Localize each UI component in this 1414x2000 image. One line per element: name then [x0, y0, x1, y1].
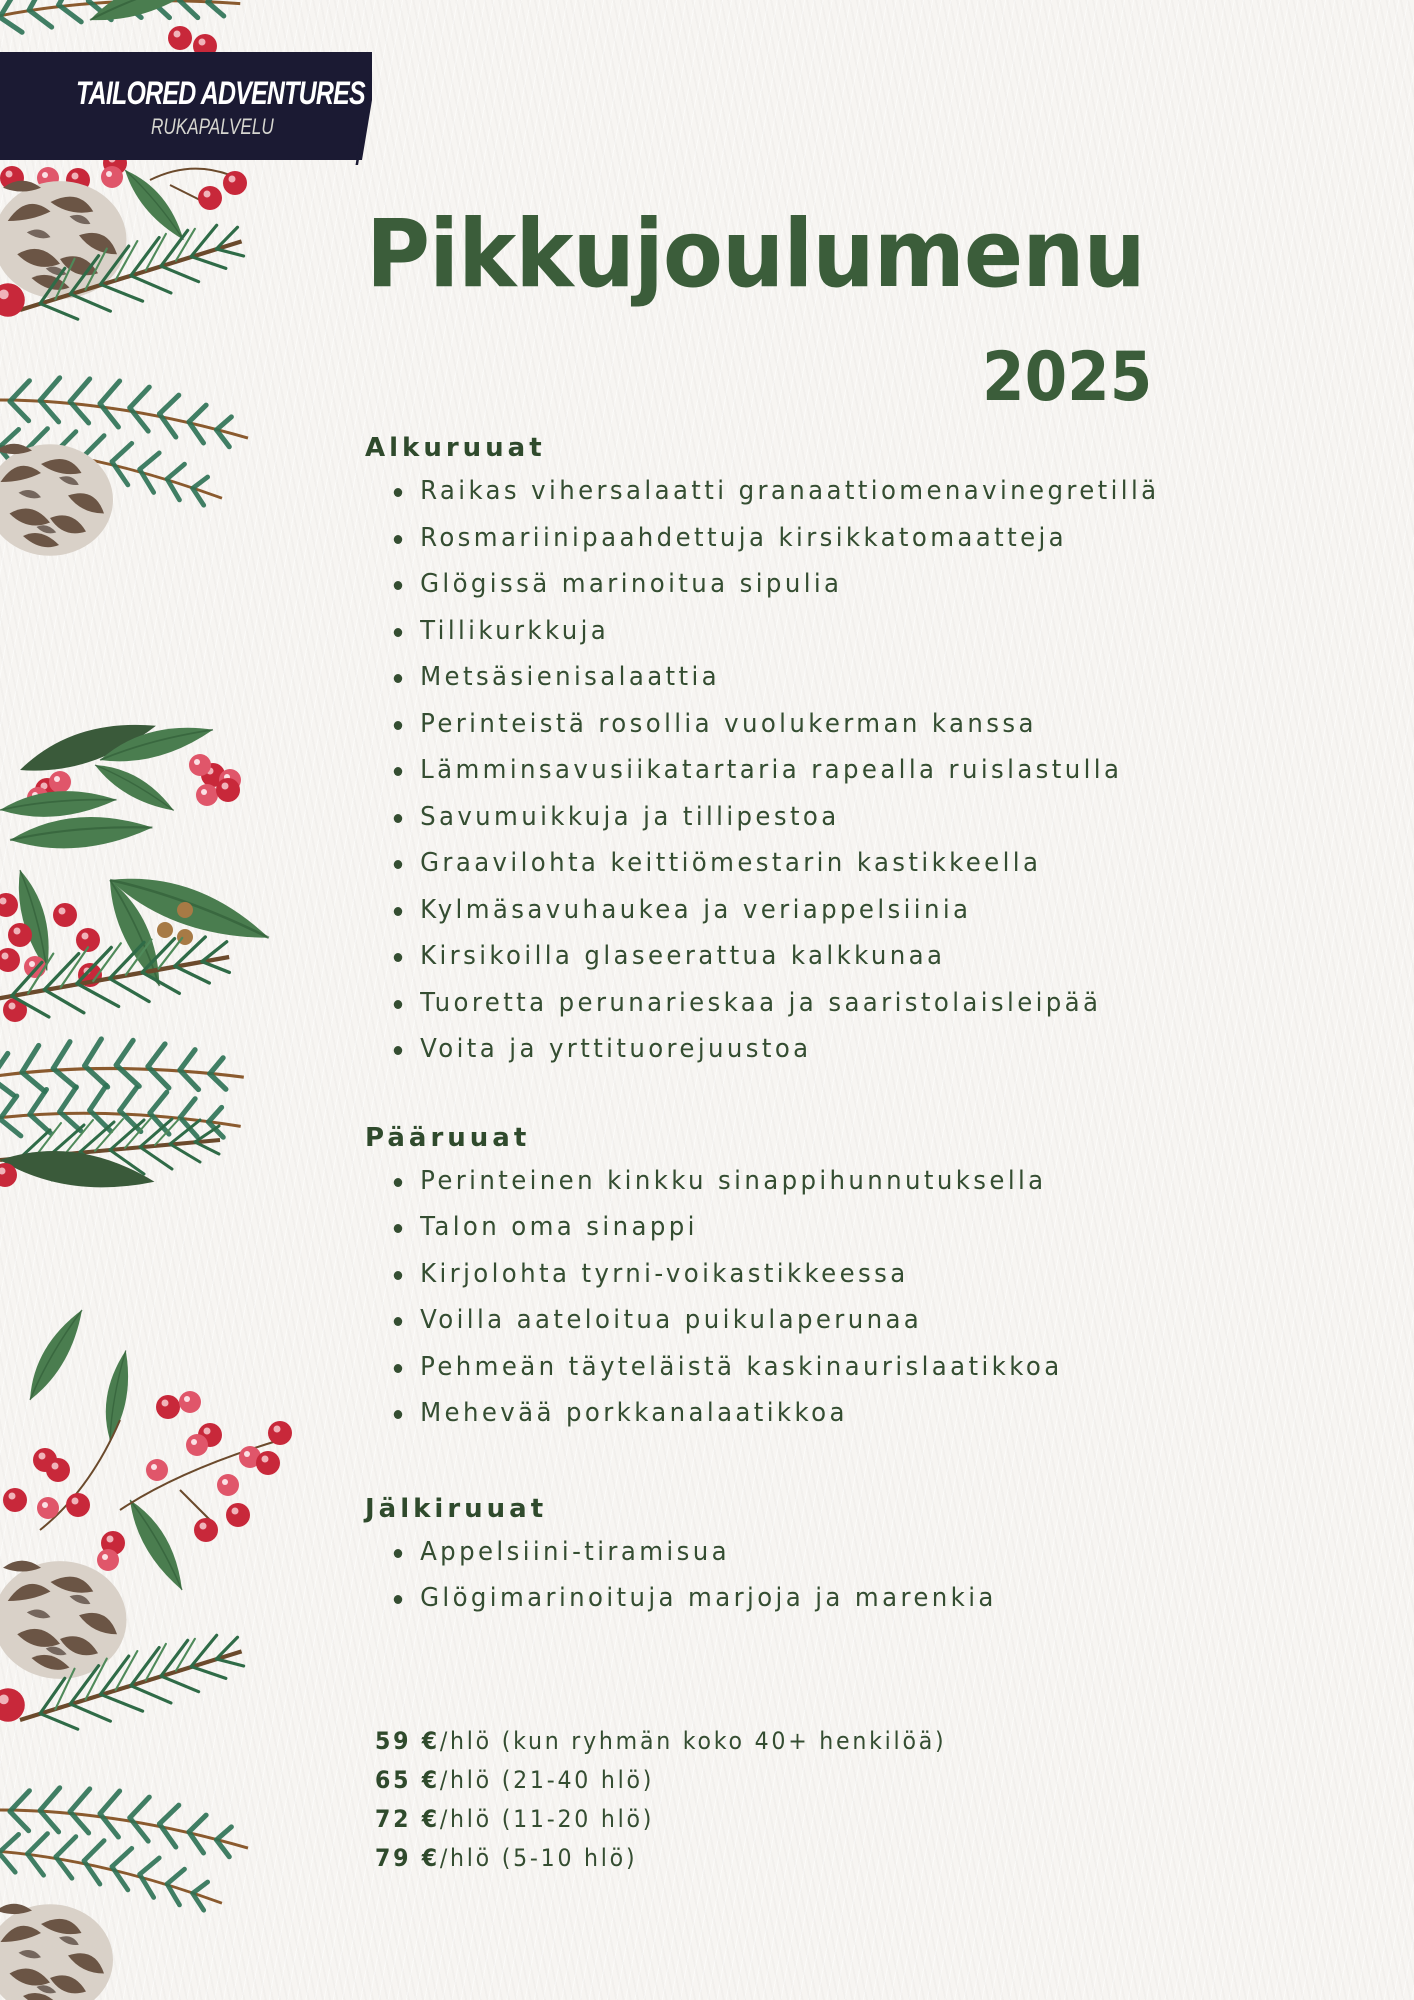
menu-item: Glögissä marinoitua sipulia [390, 561, 1269, 608]
brand-logo-banner [0, 52, 372, 165]
price-amount: 79 € [375, 1844, 440, 1872]
menu-item: Tillikurkkuja [390, 608, 1269, 655]
menu-item: Tuoretta perunarieskaa ja saaristolaisleipää [390, 980, 1269, 1027]
section-heading: Alkuruuat [365, 433, 546, 463]
menu-item: Perinteistä rosollia vuolukerman kanssa [390, 701, 1269, 748]
menu-year: 2025 [982, 338, 1153, 417]
menu-item: Voilla aateloitua puikulaperunaa [390, 1297, 1269, 1344]
page-title: Pikkujoulumenu [366, 200, 1145, 309]
section-desserts [365, 1489, 1325, 1622]
price-row: 79 €/hlö (5-10 hlö) [375, 1844, 638, 1872]
menu-item: Talon oma sinappi [390, 1204, 1269, 1251]
menu-item: Pehmeän täyteläistä kaskinaurislaatikkoa [390, 1344, 1269, 1391]
section-starters [365, 428, 1325, 1073]
menu-item: Kylmäsavuhaukea ja veriappelsiinia [390, 887, 1269, 934]
brand-name: TAILORED ADVENTURES [76, 75, 365, 111]
price-row: 65 €/hlö (21-40 hlö) [375, 1766, 655, 1794]
section-heading: Pääruuat [365, 1122, 531, 1153]
menu-item: Perinteinen kinkku sinappihunnutuksella [390, 1158, 1269, 1205]
section-mains [365, 1118, 1325, 1437]
menu-item: Mehevää porkkanalaatikkoa [390, 1390, 1269, 1437]
pricing-list [375, 1722, 996, 1878]
pine-berry-garland-decoration [0, 0, 320, 2000]
menu-item: Kirsikoilla glaseerattua kalkkunaa [390, 933, 1269, 980]
mains-list [365, 1158, 1325, 1437]
section-spacer [365, 1073, 1325, 1118]
menu-item: Appelsiini-tiramisua [390, 1529, 1269, 1576]
menu-item: Metsäsienisalaattia [390, 654, 1269, 701]
menu-content [365, 428, 1325, 1622]
desserts-list [365, 1529, 1325, 1622]
price-amount: 59 € [375, 1727, 440, 1755]
menu-item: Rosmariinipaahdettuja kirsikkatomaatteja [390, 515, 1269, 562]
section-heading: Jälkiruuat [365, 1493, 548, 1524]
brand-subtitle: RUKAPALVELU [151, 114, 274, 139]
price-row: 72 €/hlö (11-20 hlö) [375, 1805, 655, 1833]
menu-item: Kirjolohta tyrni-voikastikkeessa [390, 1251, 1269, 1298]
menu-item: Lämminsavusiikatartaria rapealla ruislastulla [390, 747, 1269, 794]
menu-item: Voita ja yrttituorejuustoa [390, 1026, 1269, 1073]
starters-list [365, 468, 1325, 1073]
section-spacer [365, 1437, 1325, 1489]
menu-item: Raikas vihersalaatti granaattiomenavinegretillä [390, 468, 1269, 515]
menu-item: Graavilohta keittiömestarin kastikkeella [390, 840, 1269, 887]
menu-item: Savumuikkuja ja tillipestoa [390, 794, 1269, 841]
price-amount: 65 € [375, 1766, 440, 1794]
menu-item: Glögimarinoituja marjoja ja marenkia [390, 1575, 1269, 1622]
price-row: 59 €/hlö (kun ryhmän koko 40+ henkilöä) [375, 1727, 947, 1755]
price-amount: 72 € [375, 1805, 440, 1833]
